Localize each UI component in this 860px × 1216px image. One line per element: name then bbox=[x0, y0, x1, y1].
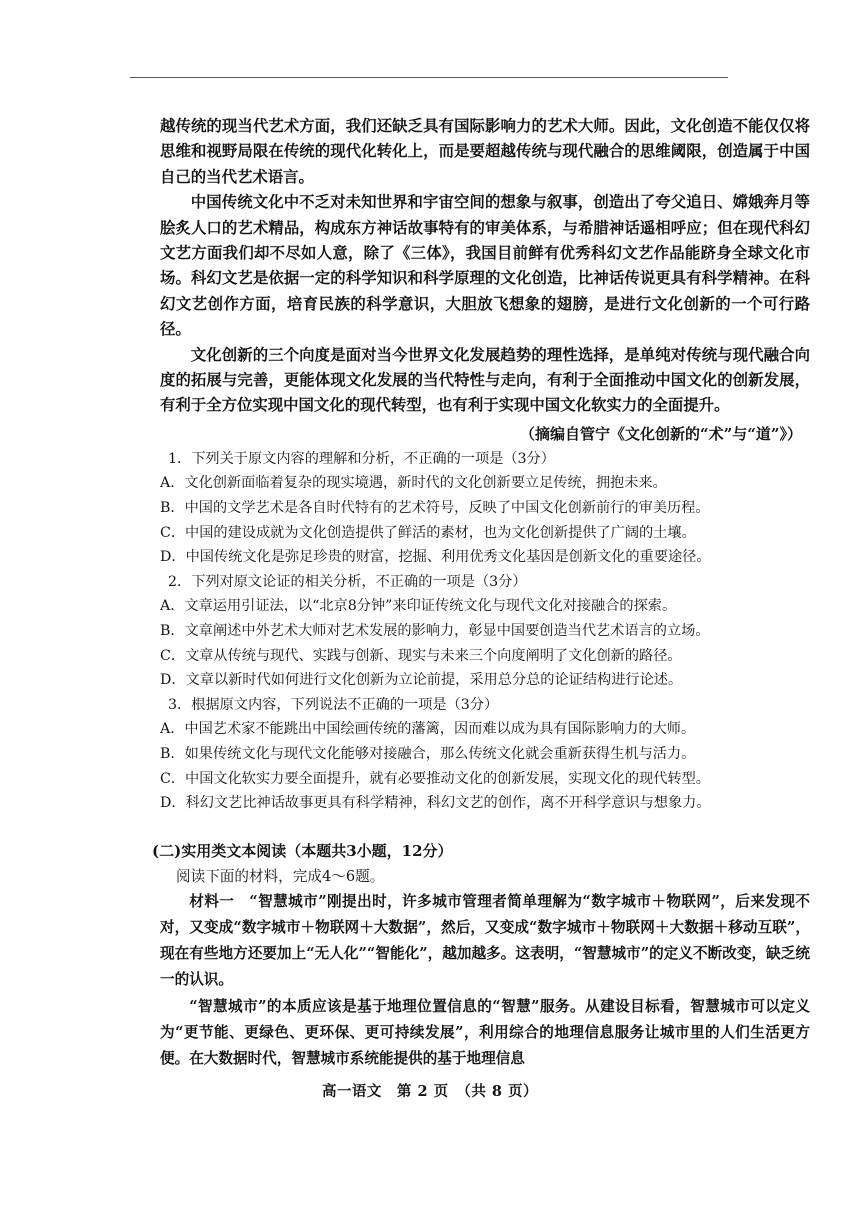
material-paragraph: 材料一 “智慧城市”刚提出时，许多城市管理者简单理解为“数字城市＋物联网”，后来发现不对，又变成“数字城市＋物联网＋大数据”，然后，又变成“数字城市＋物联网＋大数据＋移动互联”，现在有些地方还要加上“无人化”“智能化”，越加越多。这表明，“智慧城市”的定义不断改变，缺乏统一的认识。 bbox=[160, 892, 810, 989]
question-stem: 2．下列对原文论证的相关分析，不正确的一项是（3分） bbox=[168, 573, 527, 590]
section-instruction: 阅读下面的材料，完成4～6题。 bbox=[176, 867, 385, 885]
question-stem: 1．下列关于原文内容的理解和分析，不正确的一项是（3分） bbox=[168, 450, 555, 467]
question-option-c: C．文章从传统与现代、实践与创新、现实与未来三个向度阐明了文化创新的路径。 bbox=[160, 647, 682, 664]
question-option-b: B．文章阐述中外艺术大师对艺术发展的影响力，彰显中国要创造当代艺术语言的立场。 bbox=[160, 623, 710, 640]
page-footer: 高一语文 第 2 页 （共 8 页） bbox=[321, 1083, 539, 1100]
question-option-a: A．文章运用引证法，以“北京8分钟”来印证传统文化与现代文化对接融合的探索。 bbox=[160, 598, 677, 615]
passage-paragraph: 中国传统文化中不乏对未知世界和宇宙空间的想象与叙事，创造出了夸父追日、嫦娥奔月等脍炙人口的艺术精品，构成东方神话故事特有的审美体系，与希腊神话遥相呼应；但在现代科幻文艺方面我们却不尽如人意，除了《三体》，我国目前鲜有优秀科幻文艺作品能跻身全球文化市场。科幻文艺是依据一定的科学知识和科学原理的文化创造，比神话传说更具有科学精神。在科幻文艺创作方面，培育民族的科学意识，大胆放飞想象的翅膀，是进行文化创新的一个可行路径。 bbox=[160, 193, 810, 339]
question-option-b: B．如果传统文化与现代文化能够对接融合，那么传统文化就会重新获得生机与活力。 bbox=[160, 746, 696, 762]
question-option-a: A．文化创新面临着复杂的现实境遇，新时代的文化创新要立足传统，拥抱未来。 bbox=[160, 475, 667, 492]
question-option-b: B．中国的文学艺术是各自时代特有的艺术符号，反映了中国文化创新前行的审美历程。 bbox=[160, 500, 710, 517]
passage-source: （摘编自管宁《文化创新的“术”与“道”》） bbox=[519, 424, 802, 443]
passage-paragraph: 越传统的现当代艺术方面，我们还缺乏具有国际影响力的艺术大师。因此，文化创造不能仅仅将思维和视野局限在传统的现代化转化上，而是要超越传统与现代融合的思维阈限，创造属于中国自己的当代艺术语言。 bbox=[160, 117, 810, 186]
question-option-d: D．文章以新时代如何进行文化创新为立论前提，采用总分总的论证结构进行论述。 bbox=[160, 672, 683, 689]
question-stem: 3．根据原文内容，下列说法不正确的一项是（3分） bbox=[168, 696, 499, 713]
section-heading: (二)实用类文本阅读（本题共3小题，12分） bbox=[152, 841, 453, 860]
question-option-c: C．中国文化软实力要全面提升，就有必要推动文化的创新发展，实现文化的现代转型。 bbox=[160, 770, 710, 787]
passage-paragraph: 文化创新的三个向度是面对当今世界文化发展趋势的理性选择，是单纯对传统与现代融合向度的拓展与完善，更能体现文化发展的当代特性与走向，有利于全面推动中国文化的创新发展，有利于全方位实现中国文化的现代转型，也有利于实现中国文化软实力的全面提升。 bbox=[160, 345, 810, 415]
header-rule bbox=[130, 77, 728, 78]
page-content bbox=[152, 114, 810, 1072]
question-3 bbox=[160, 693, 810, 816]
passage-section bbox=[160, 114, 810, 447]
material-paragraph: “智慧城市”的本质应该是基于地理位置信息的“智慧”服务。从建设目标看，智慧城市可以定义为“更节能、更绿色、更环保、更可持续发展”，利用综合的地理信息服务让城市里的人们生活更方便。在大数据时代，智慧城市系统能提供的基于地理信息 bbox=[160, 997, 810, 1067]
question-1 bbox=[160, 447, 810, 570]
question-option-a: A．中国艺术家不能跳出中国绘画传统的藩篱，因而难以成为具有国际影响力的大师。 bbox=[160, 721, 696, 738]
question-option-d: D．科幻文艺比神话故事更具有科学精神，科幻文艺的创作，离不开科学意识与想象力。 bbox=[160, 795, 711, 812]
question-option-c: C．中国的建设成就为文化创造提供了鲜活的素材，也为文化创新提供了广阔的土壤。 bbox=[160, 524, 696, 541]
practical-reading-section bbox=[152, 838, 810, 1072]
question-option-d: D．中国传统文化是弥足珍贵的财富，挖掘、利用优秀文化基因是创新文化的重要途径。 bbox=[160, 549, 711, 566]
question-2 bbox=[160, 570, 810, 693]
